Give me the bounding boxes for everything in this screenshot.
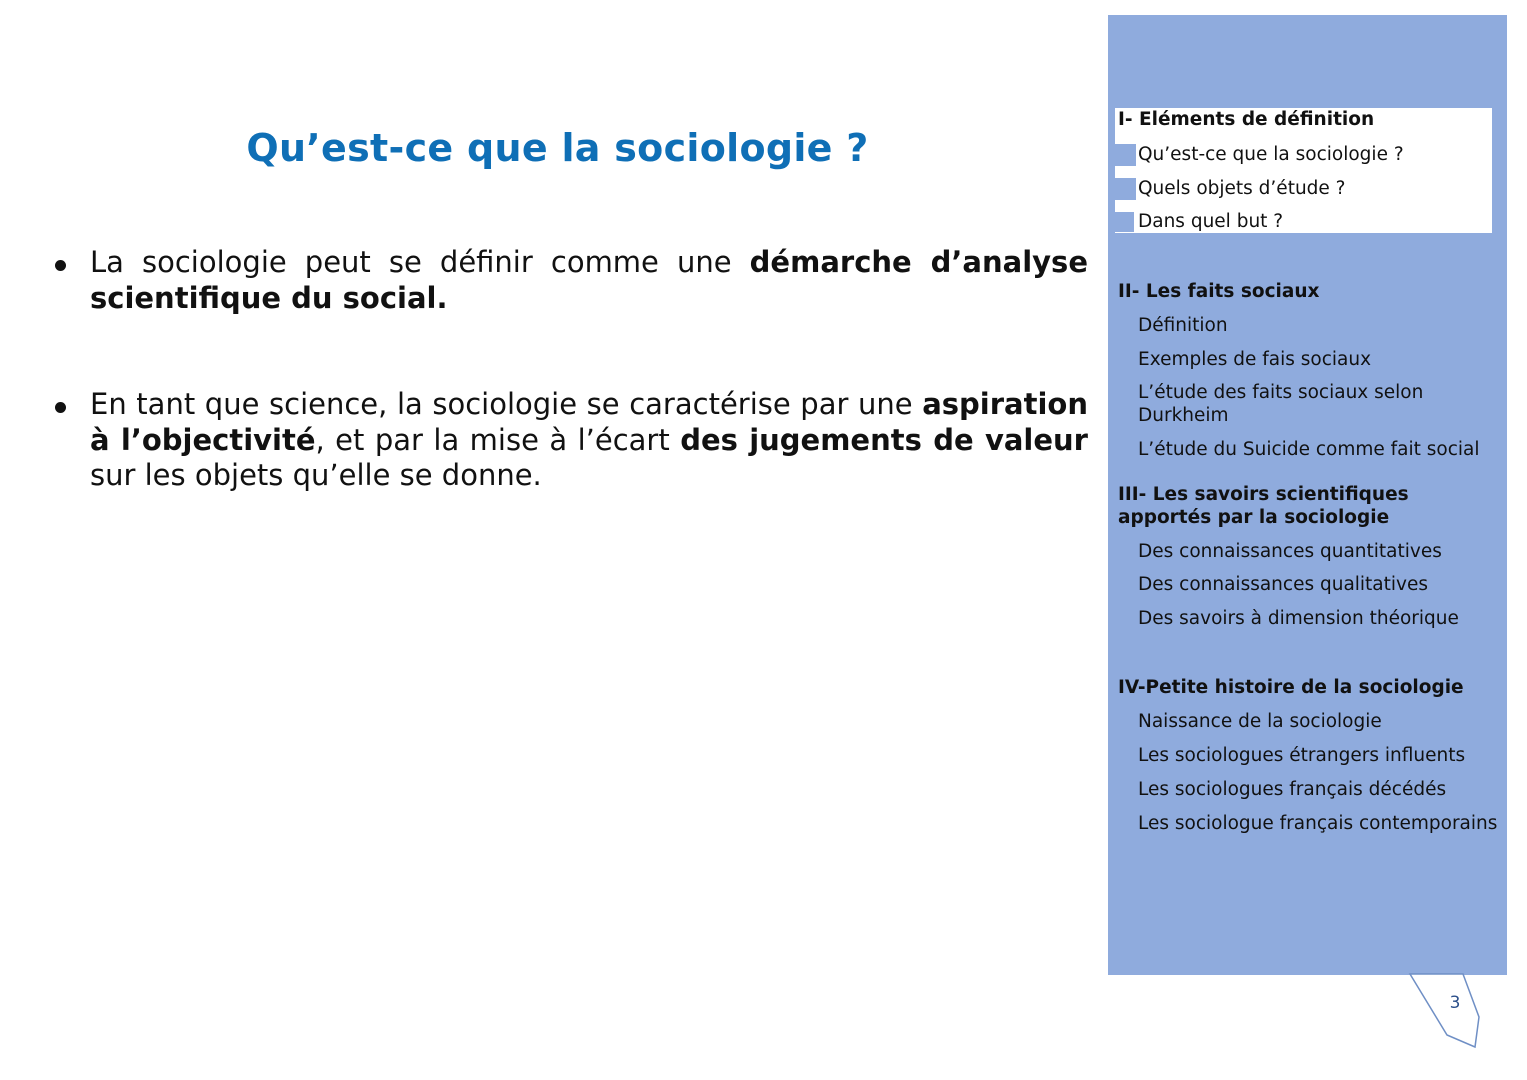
toc-section-heading[interactable]: III- Les savoirs scientifiques apportés par la sociologie bbox=[1118, 484, 1409, 528]
toc-item[interactable]: Qu’est-ce que la sociologie ? bbox=[1138, 144, 1404, 165]
page-number: 3 bbox=[1449, 993, 1461, 1013]
bullet-list bbox=[90, 245, 1088, 565]
toc-item[interactable]: Les sociologue français contemporains bbox=[1138, 813, 1498, 834]
bullet-item: En tant que science, la sociologie se caractérise par une aspiration à l’objectivité, et par la mise à l’écart des jugements de valeur sur les objets qu’elle se donne. bbox=[90, 387, 1088, 494]
toc-item[interactable]: Naissance de la sociologie bbox=[1138, 711, 1382, 732]
toc-item[interactable]: Les sociologues français décédés bbox=[1138, 779, 1447, 800]
toc-item[interactable]: Des connaissances qualitatives bbox=[1138, 574, 1429, 595]
slide-title: Qu’est-ce que la sociologie ? bbox=[246, 126, 869, 170]
toc-section-heading[interactable]: II- Les faits sociaux bbox=[1118, 281, 1320, 302]
bullet-dot-icon bbox=[55, 260, 66, 271]
toc-item[interactable]: Définition bbox=[1138, 315, 1228, 336]
toc-section-heading[interactable]: IV-Petite histoire de la sociologie bbox=[1118, 677, 1464, 698]
toc-item[interactable]: Quels objets d’étude ? bbox=[1138, 178, 1346, 199]
toc-marker bbox=[1115, 178, 1136, 200]
toc-item[interactable]: Dans quel but ? bbox=[1138, 211, 1284, 232]
toc-item[interactable]: L’étude du Suicide comme fait social bbox=[1138, 439, 1480, 460]
toc-marker bbox=[1115, 144, 1136, 166]
toc-item[interactable]: Des savoirs à dimension théorique bbox=[1138, 608, 1459, 629]
toc-item[interactable]: L’étude des faits sociaux selon Durkheim bbox=[1138, 382, 1424, 426]
bullet-item: La sociologie peut se définir comme une démarche d’analyse scientifique du social. bbox=[90, 245, 1088, 316]
toc-item[interactable]: Des connaissances quantitatives bbox=[1138, 541, 1442, 562]
toc-item[interactable]: Les sociologues étrangers influents bbox=[1138, 745, 1466, 766]
toc-section-heading[interactable]: I- Eléments de définition bbox=[1118, 109, 1375, 130]
bullet-dot-icon bbox=[55, 402, 66, 413]
toc-item[interactable]: Exemples de fais sociaux bbox=[1138, 349, 1372, 370]
toc-marker bbox=[1115, 212, 1134, 232]
